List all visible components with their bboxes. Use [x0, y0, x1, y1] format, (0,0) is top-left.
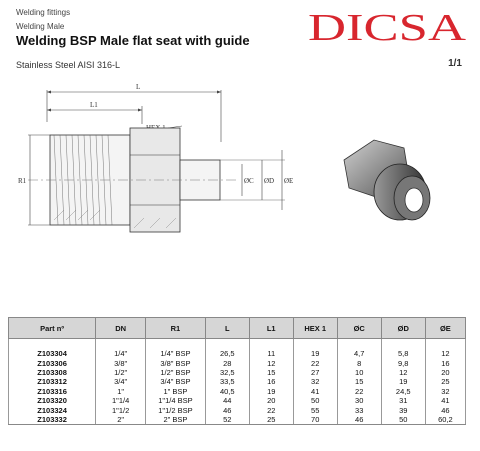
table-cell: 5,8: [381, 339, 425, 359]
table-cell: 44: [205, 396, 249, 405]
table-cell: 1"1/2 BSP: [146, 405, 206, 414]
table-row: [9, 339, 466, 359]
table-cell: 32: [425, 387, 465, 396]
table-cell: 2": [96, 415, 146, 425]
table-cell: 1": [96, 387, 146, 396]
dim-r1-label: R1: [18, 177, 27, 185]
table-cell: 10: [337, 368, 381, 377]
table-cell: 32: [293, 377, 337, 386]
column-header: ØD: [381, 318, 425, 339]
table-cell: 1"1/4 BSP: [146, 396, 206, 405]
table-cell: Z103316: [9, 387, 96, 396]
table-cell: Z103332: [9, 415, 96, 425]
table-cell: 25: [425, 377, 465, 386]
dim-l-label: L: [136, 83, 141, 91]
table-cell: 20: [249, 396, 293, 405]
table-cell: 3/4" BSP: [146, 377, 206, 386]
table-cell: 26,5: [205, 339, 249, 359]
table-cell: 41: [425, 396, 465, 405]
table-cell: 9,8: [381, 358, 425, 367]
column-header: L: [205, 318, 249, 339]
table-cell: 33: [337, 405, 381, 414]
table-cell: 12: [425, 339, 465, 359]
table-cell: 46: [425, 405, 465, 414]
table-cell: 39: [381, 405, 425, 414]
table-row: [9, 368, 466, 377]
table-cell: 50: [381, 415, 425, 425]
table-row: [9, 377, 466, 386]
table-cell: 1"1/4: [96, 396, 146, 405]
table-body: [9, 339, 466, 425]
table-cell: 24,5: [381, 387, 425, 396]
table-cell: 8: [337, 358, 381, 367]
table-cell: 16: [425, 358, 465, 367]
column-header: HEX 1: [293, 318, 337, 339]
table-cell: 3/4": [96, 377, 146, 386]
technical-drawing: [10, 80, 310, 260]
table-cell: Z103304: [9, 339, 96, 359]
table-cell: 12: [249, 358, 293, 367]
table-cell: 3/8": [96, 358, 146, 367]
table-cell: Z103312: [9, 377, 96, 386]
table-cell: 22: [293, 358, 337, 367]
table-row: [9, 387, 466, 396]
table-cell: 28: [205, 358, 249, 367]
table-cell: 30: [337, 396, 381, 405]
dicsa-logo: [308, 6, 468, 46]
column-header: Part nº: [9, 318, 96, 339]
dim-l1-label: L1: [90, 101, 98, 109]
table-cell: 1"1/2: [96, 405, 146, 414]
breadcrumb-subcategory: Welding Male: [16, 22, 65, 31]
table-cell: 1/2" BSP: [146, 368, 206, 377]
table-cell: 1/2": [96, 368, 146, 377]
dim-e-label: ØE: [284, 177, 294, 185]
table-cell: Z103320: [9, 396, 96, 405]
table-header-row: [9, 318, 466, 339]
table-cell: 31: [381, 396, 425, 405]
table-row: [9, 415, 466, 425]
table-cell: 33,5: [205, 377, 249, 386]
table-cell: 25: [249, 415, 293, 425]
fitting-render-image: [334, 130, 444, 240]
table-cell: Z103308: [9, 368, 96, 377]
table-cell: 22: [249, 405, 293, 414]
table-cell: 1" BSP: [146, 387, 206, 396]
table-row: [9, 358, 466, 367]
table-cell: 22: [337, 387, 381, 396]
table-row: [9, 396, 466, 405]
table-cell: 3/8" BSP: [146, 358, 206, 367]
table-cell: 70: [293, 415, 337, 425]
column-header: ØE: [425, 318, 465, 339]
table-cell: 27: [293, 368, 337, 377]
table-cell: Z103324: [9, 405, 96, 414]
column-header: ØC: [337, 318, 381, 339]
table-cell: 4,7: [337, 339, 381, 359]
table-cell: 19: [249, 387, 293, 396]
page-title: Welding BSP Male flat seat with guide: [16, 33, 250, 48]
table-cell: 60,2: [425, 415, 465, 425]
table-cell: 46: [337, 415, 381, 425]
page-number: 1/1: [448, 58, 462, 69]
table-cell: 19: [293, 339, 337, 359]
table-cell: 12: [381, 368, 425, 377]
table-cell: 19: [381, 377, 425, 386]
material-label: Stainless Steel AISI 316-L: [16, 60, 121, 70]
table-cell: 55: [293, 405, 337, 414]
column-header: R1: [146, 318, 206, 339]
specification-table: [8, 317, 466, 425]
table-cell: 15: [337, 377, 381, 386]
table-cell: 46: [205, 405, 249, 414]
table-cell: 20: [425, 368, 465, 377]
table-cell: Z103306: [9, 358, 96, 367]
column-header: L1: [249, 318, 293, 339]
logo-text: DICSA: [308, 7, 467, 46]
table-cell: 41: [293, 387, 337, 396]
table-cell: 50: [293, 396, 337, 405]
dim-c-label: ØC: [244, 177, 254, 185]
table-cell: 2" BSP: [146, 415, 206, 425]
dim-d-label: ØD: [264, 177, 275, 185]
table-cell: 32,5: [205, 368, 249, 377]
table-cell: 1/4": [96, 339, 146, 359]
table-row: [9, 405, 466, 414]
table-cell: 11: [249, 339, 293, 359]
table-cell: 1/4" BSP: [146, 339, 206, 359]
table-cell: 15: [249, 368, 293, 377]
table-cell: 52: [205, 415, 249, 425]
column-header: DN: [96, 318, 146, 339]
table-cell: 40,5: [205, 387, 249, 396]
breadcrumb-category: Welding fittings: [16, 8, 71, 17]
table-cell: 16: [249, 377, 293, 386]
